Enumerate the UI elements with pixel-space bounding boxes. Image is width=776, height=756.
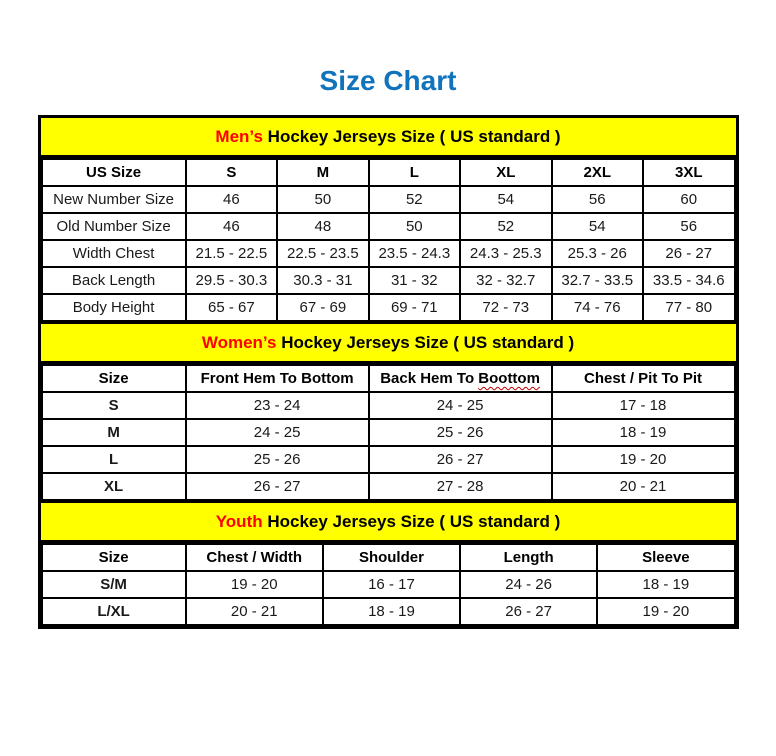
size-value-cell: 30.3 - 31 [277, 267, 368, 294]
size-value-cell: 26 - 27 [643, 240, 735, 267]
column-header: M [277, 159, 368, 186]
size-value-cell: 60 [643, 186, 735, 213]
size-value-cell: 72 - 73 [460, 294, 551, 321]
row-label: Back Length [42, 267, 186, 294]
size-value-cell: 77 - 80 [643, 294, 735, 321]
size-value-cell: 31 - 32 [369, 267, 460, 294]
size-value-cell: 20 - 21 [186, 598, 323, 625]
size-value-cell: 26 - 27 [460, 598, 597, 625]
banner-text-womens: Hockey Jerseys Size ( US standard ) [276, 333, 575, 352]
header-row [42, 544, 735, 571]
size-value-cell: 18 - 19 [597, 571, 734, 598]
youth-size-table [41, 543, 736, 626]
column-header: Size [42, 365, 186, 392]
size-value-cell: 69 - 71 [369, 294, 460, 321]
table-row [42, 392, 735, 419]
column-header: L [369, 159, 460, 186]
table-row [42, 419, 735, 446]
size-value-cell: 50 [369, 213, 460, 240]
size-value-cell: 29.5 - 30.3 [186, 267, 277, 294]
size-value-cell: 23.5 - 24.3 [369, 240, 460, 267]
row-label: S [42, 392, 186, 419]
size-value-cell: 65 - 67 [186, 294, 277, 321]
size-value-cell: 50 [277, 186, 368, 213]
table-row [42, 240, 735, 267]
table-row [42, 598, 735, 625]
size-value-cell: 26 - 27 [186, 473, 369, 500]
banner-highlight-mens: Men’s [215, 127, 263, 146]
size-value-cell: 19 - 20 [552, 446, 735, 473]
column-header: Length [460, 544, 597, 571]
size-value-cell: 21.5 - 22.5 [186, 240, 277, 267]
row-label: Body Height [42, 294, 186, 321]
page-title: Size Chart [319, 65, 457, 96]
size-value-cell: 25 - 26 [186, 446, 369, 473]
column-header: Front Hem To Bottom [186, 365, 369, 392]
table-row [42, 186, 735, 213]
size-value-cell: 33.5 - 34.6 [643, 267, 735, 294]
size-value-cell: 24 - 26 [460, 571, 597, 598]
column-header: XL [460, 159, 551, 186]
size-value-cell: 19 - 20 [186, 571, 323, 598]
size-value-cell: 16 - 17 [323, 571, 460, 598]
table-row [42, 571, 735, 598]
table-row [42, 446, 735, 473]
size-value-cell: 19 - 20 [597, 598, 734, 625]
misspelled-word: Boottom [478, 370, 540, 387]
size-chart [38, 115, 739, 629]
table-row [42, 473, 735, 500]
youth-table-banner [41, 501, 736, 543]
size-value-cell: 48 [277, 213, 368, 240]
size-value-cell: 18 - 19 [552, 419, 735, 446]
column-header: Shoulder [323, 544, 460, 571]
row-label: XL [42, 473, 186, 500]
size-value-cell: 32.7 - 33.5 [552, 267, 643, 294]
size-value-cell: 24.3 - 25.3 [460, 240, 551, 267]
size-value-cell: 23 - 24 [186, 392, 369, 419]
banner-text-youth: Hockey Jerseys Size ( US standard ) [262, 512, 561, 531]
size-value-cell: 54 [552, 213, 643, 240]
mens-size-section [41, 118, 736, 322]
table-row [42, 294, 735, 321]
size-value-cell: 46 [186, 186, 277, 213]
size-value-cell: 17 - 18 [552, 392, 735, 419]
column-header: Chest / Pit To Pit [552, 365, 735, 392]
row-label: Old Number Size [42, 213, 186, 240]
size-value-cell: 18 - 19 [323, 598, 460, 625]
column-header: US Size [42, 159, 186, 186]
banner-highlight-youth: Youth [215, 512, 263, 531]
size-value-cell: 56 [643, 213, 735, 240]
table-row [42, 213, 735, 240]
column-header: 3XL [643, 159, 735, 186]
header-row [42, 159, 735, 186]
row-label: L [42, 446, 186, 473]
mens-size-table [41, 158, 736, 322]
banner-highlight-womens: Women’s [201, 333, 277, 352]
column-header: Chest / Width [186, 544, 323, 571]
size-value-cell: 25.3 - 26 [552, 240, 643, 267]
size-value-cell: 24 - 25 [369, 392, 552, 419]
table-row [42, 267, 735, 294]
column-header: Size [42, 544, 186, 571]
size-value-cell: 52 [369, 186, 460, 213]
size-value-cell: 20 - 21 [552, 473, 735, 500]
youth-size-section [41, 501, 736, 626]
size-value-cell: 46 [186, 213, 277, 240]
column-header: 2XL [552, 159, 643, 186]
column-header: S [186, 159, 277, 186]
header-row [42, 365, 735, 392]
size-value-cell: 56 [552, 186, 643, 213]
size-value-cell: 52 [460, 213, 551, 240]
banner-text-mens: Hockey Jerseys Size ( US standard ) [262, 127, 561, 146]
size-value-cell: 74 - 76 [552, 294, 643, 321]
row-label: Width Chest [42, 240, 186, 267]
row-label: S/M [42, 571, 186, 598]
size-value-cell: 54 [460, 186, 551, 213]
size-value-cell: 25 - 26 [369, 419, 552, 446]
column-header: Back Hem To Boottom [369, 365, 552, 392]
row-label: L/XL [42, 598, 186, 625]
column-header: Sleeve [597, 544, 734, 571]
row-label: New Number Size [42, 186, 186, 213]
womens-table-banner [41, 322, 736, 364]
size-value-cell: 27 - 28 [369, 473, 552, 500]
mens-table-banner [41, 118, 736, 158]
size-value-cell: 22.5 - 23.5 [277, 240, 368, 267]
row-label: M [42, 419, 186, 446]
size-value-cell: 26 - 27 [369, 446, 552, 473]
size-value-cell: 32 - 32.7 [460, 267, 551, 294]
womens-size-table [41, 364, 736, 501]
size-value-cell: 24 - 25 [186, 419, 369, 446]
womens-size-section [41, 322, 736, 501]
size-value-cell: 67 - 69 [277, 294, 368, 321]
